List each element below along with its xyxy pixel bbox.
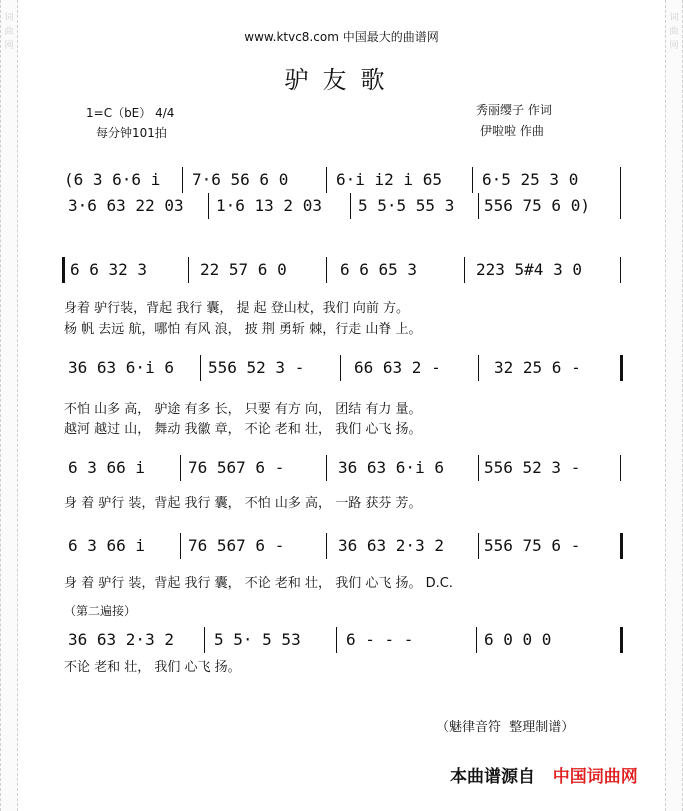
notation-row-verse-1 (64, 260, 629, 284)
barline (180, 455, 181, 481)
barline (478, 193, 479, 219)
measure: 3·6 63 22 03 (68, 196, 184, 215)
lyric-line: 身 着 驴行 装，背起 我行 囊， 不怕 山多 高， 一路 获芬 芳。 (64, 496, 422, 511)
watermark-char: 网 (4, 41, 14, 51)
notation-row-intro-1 (64, 170, 629, 194)
lyricist: 秀丽缨子 作词 (476, 103, 552, 117)
measure: 22 57 6 0 (200, 260, 287, 279)
barline (620, 193, 621, 219)
measure: 556 52 3 - (484, 458, 581, 477)
measure: 6 - - - (346, 630, 414, 649)
coda-label: （第二遍接） (64, 604, 137, 618)
barline (340, 355, 341, 381)
barline (208, 193, 209, 219)
measure: 6 6 32 3 (70, 260, 148, 279)
barline (180, 533, 181, 559)
barline (620, 167, 621, 193)
barline (326, 455, 327, 481)
barline (464, 257, 465, 283)
measure: 32 25 6 - (494, 358, 581, 377)
measure: 76 567 6 - (188, 536, 285, 555)
source-brand: 中国词曲网 (552, 767, 638, 787)
lyric-line: 越河 越过 山， 舞动 我徽 章， 不论 老和 壮， 我们 心飞 扬。 (64, 422, 422, 437)
measure: 6 0 0 0 (484, 630, 552, 649)
barline (326, 257, 327, 283)
lyric-line: 不怕 山多 高， 驴途 有多 长， 只要 有方 向， 团结 有力 量。 (64, 402, 422, 417)
measure: 36 63 2·3 2 (68, 630, 174, 649)
barline (478, 533, 479, 559)
source-line (450, 762, 638, 787)
measure: 6 6 65 3 (340, 260, 418, 279)
barline (620, 257, 621, 283)
lyric-line: 身着 驴行装，背起 我行 囊， 提 起 登山杖，我们 向前 方。 (64, 301, 410, 316)
source-label: 本曲谱源自 (450, 767, 535, 787)
barline (188, 257, 189, 283)
measure: 36 63 6·i 6 (338, 458, 444, 477)
measure: 7·6 56 6 0 (192, 170, 289, 189)
measure: 6 3 66 i (68, 458, 146, 477)
notation-row-verse-2 (64, 358, 629, 382)
tempo: 每分钟101拍 (96, 126, 167, 140)
measure: 1·6 13 2 03 (216, 196, 322, 215)
right-watermark-strip (665, 0, 683, 811)
notation-row-intro-2 (64, 196, 629, 220)
watermark-char: 网 (669, 41, 679, 51)
measure: 76 567 6 - (188, 458, 285, 477)
final-barline (620, 627, 623, 653)
watermark-char: 曲 (669, 27, 679, 37)
notation-row-verse-4 (64, 536, 629, 560)
notation-row-coda (64, 630, 629, 654)
key-signature: 1=C（bE） 4/4 (86, 106, 175, 120)
barline (472, 167, 473, 193)
measure: 556 52 3 - (208, 358, 305, 377)
measure: 36 63 6·i 6 (68, 358, 174, 377)
barline (620, 455, 621, 481)
barline (350, 193, 351, 219)
composer: 伊啦啦 作曲 (480, 124, 544, 138)
barline (326, 533, 327, 559)
watermark-char: 词 (4, 13, 14, 23)
credit-note: （魅律音符 整理制谱） (436, 720, 575, 735)
lyric-line: 不论 老和 壮， 我们 心飞 扬。 (64, 660, 241, 675)
measure: 5 5· 5 53 (214, 630, 301, 649)
watermark-char: 曲 (4, 27, 14, 37)
repeat-end-barline (620, 533, 623, 559)
barline (326, 167, 327, 193)
left-watermark-strip (0, 0, 18, 811)
song-title: 驴友歌 (284, 66, 399, 94)
measure: 6 3 66 i (68, 536, 146, 555)
measure: (6 3 6·6 i (64, 170, 161, 189)
measure: 556 75 6 0) (484, 196, 590, 215)
lyric-line: 身 着 驴行 装，背起 我行 囊， 不论 老和 壮， 我们 心飞 扬。 D.C. (64, 576, 453, 591)
watermark-char: 词 (669, 13, 679, 23)
barline (476, 627, 477, 653)
repeat-start-barline (62, 257, 65, 283)
measure: 6·5 25 3 0 (482, 170, 579, 189)
measure: 223 5#4 3 0 (476, 260, 582, 279)
lyric-line: 杨 帆 去远 航，哪怕 有风 浪， 披 荆 勇斩 棘，行走 山脊 上。 (64, 322, 422, 337)
measure: 66 63 2 - (354, 358, 441, 377)
measure: 556 75 6 - (484, 536, 581, 555)
barline (200, 355, 201, 381)
measure: 36 63 2·3 2 (338, 536, 444, 555)
barline (478, 355, 479, 381)
repeat-end-barline (620, 355, 623, 381)
site-header: www.ktvc8.com 中国最大的曲谱网 (244, 30, 439, 44)
barline (478, 455, 479, 481)
measure: 5 5·5 55 3 (358, 196, 455, 215)
barline (182, 167, 183, 193)
measure: 6·i i2 i 65 (336, 170, 442, 189)
notation-row-verse-3 (64, 458, 629, 482)
barline (204, 627, 205, 653)
barline (336, 627, 337, 653)
